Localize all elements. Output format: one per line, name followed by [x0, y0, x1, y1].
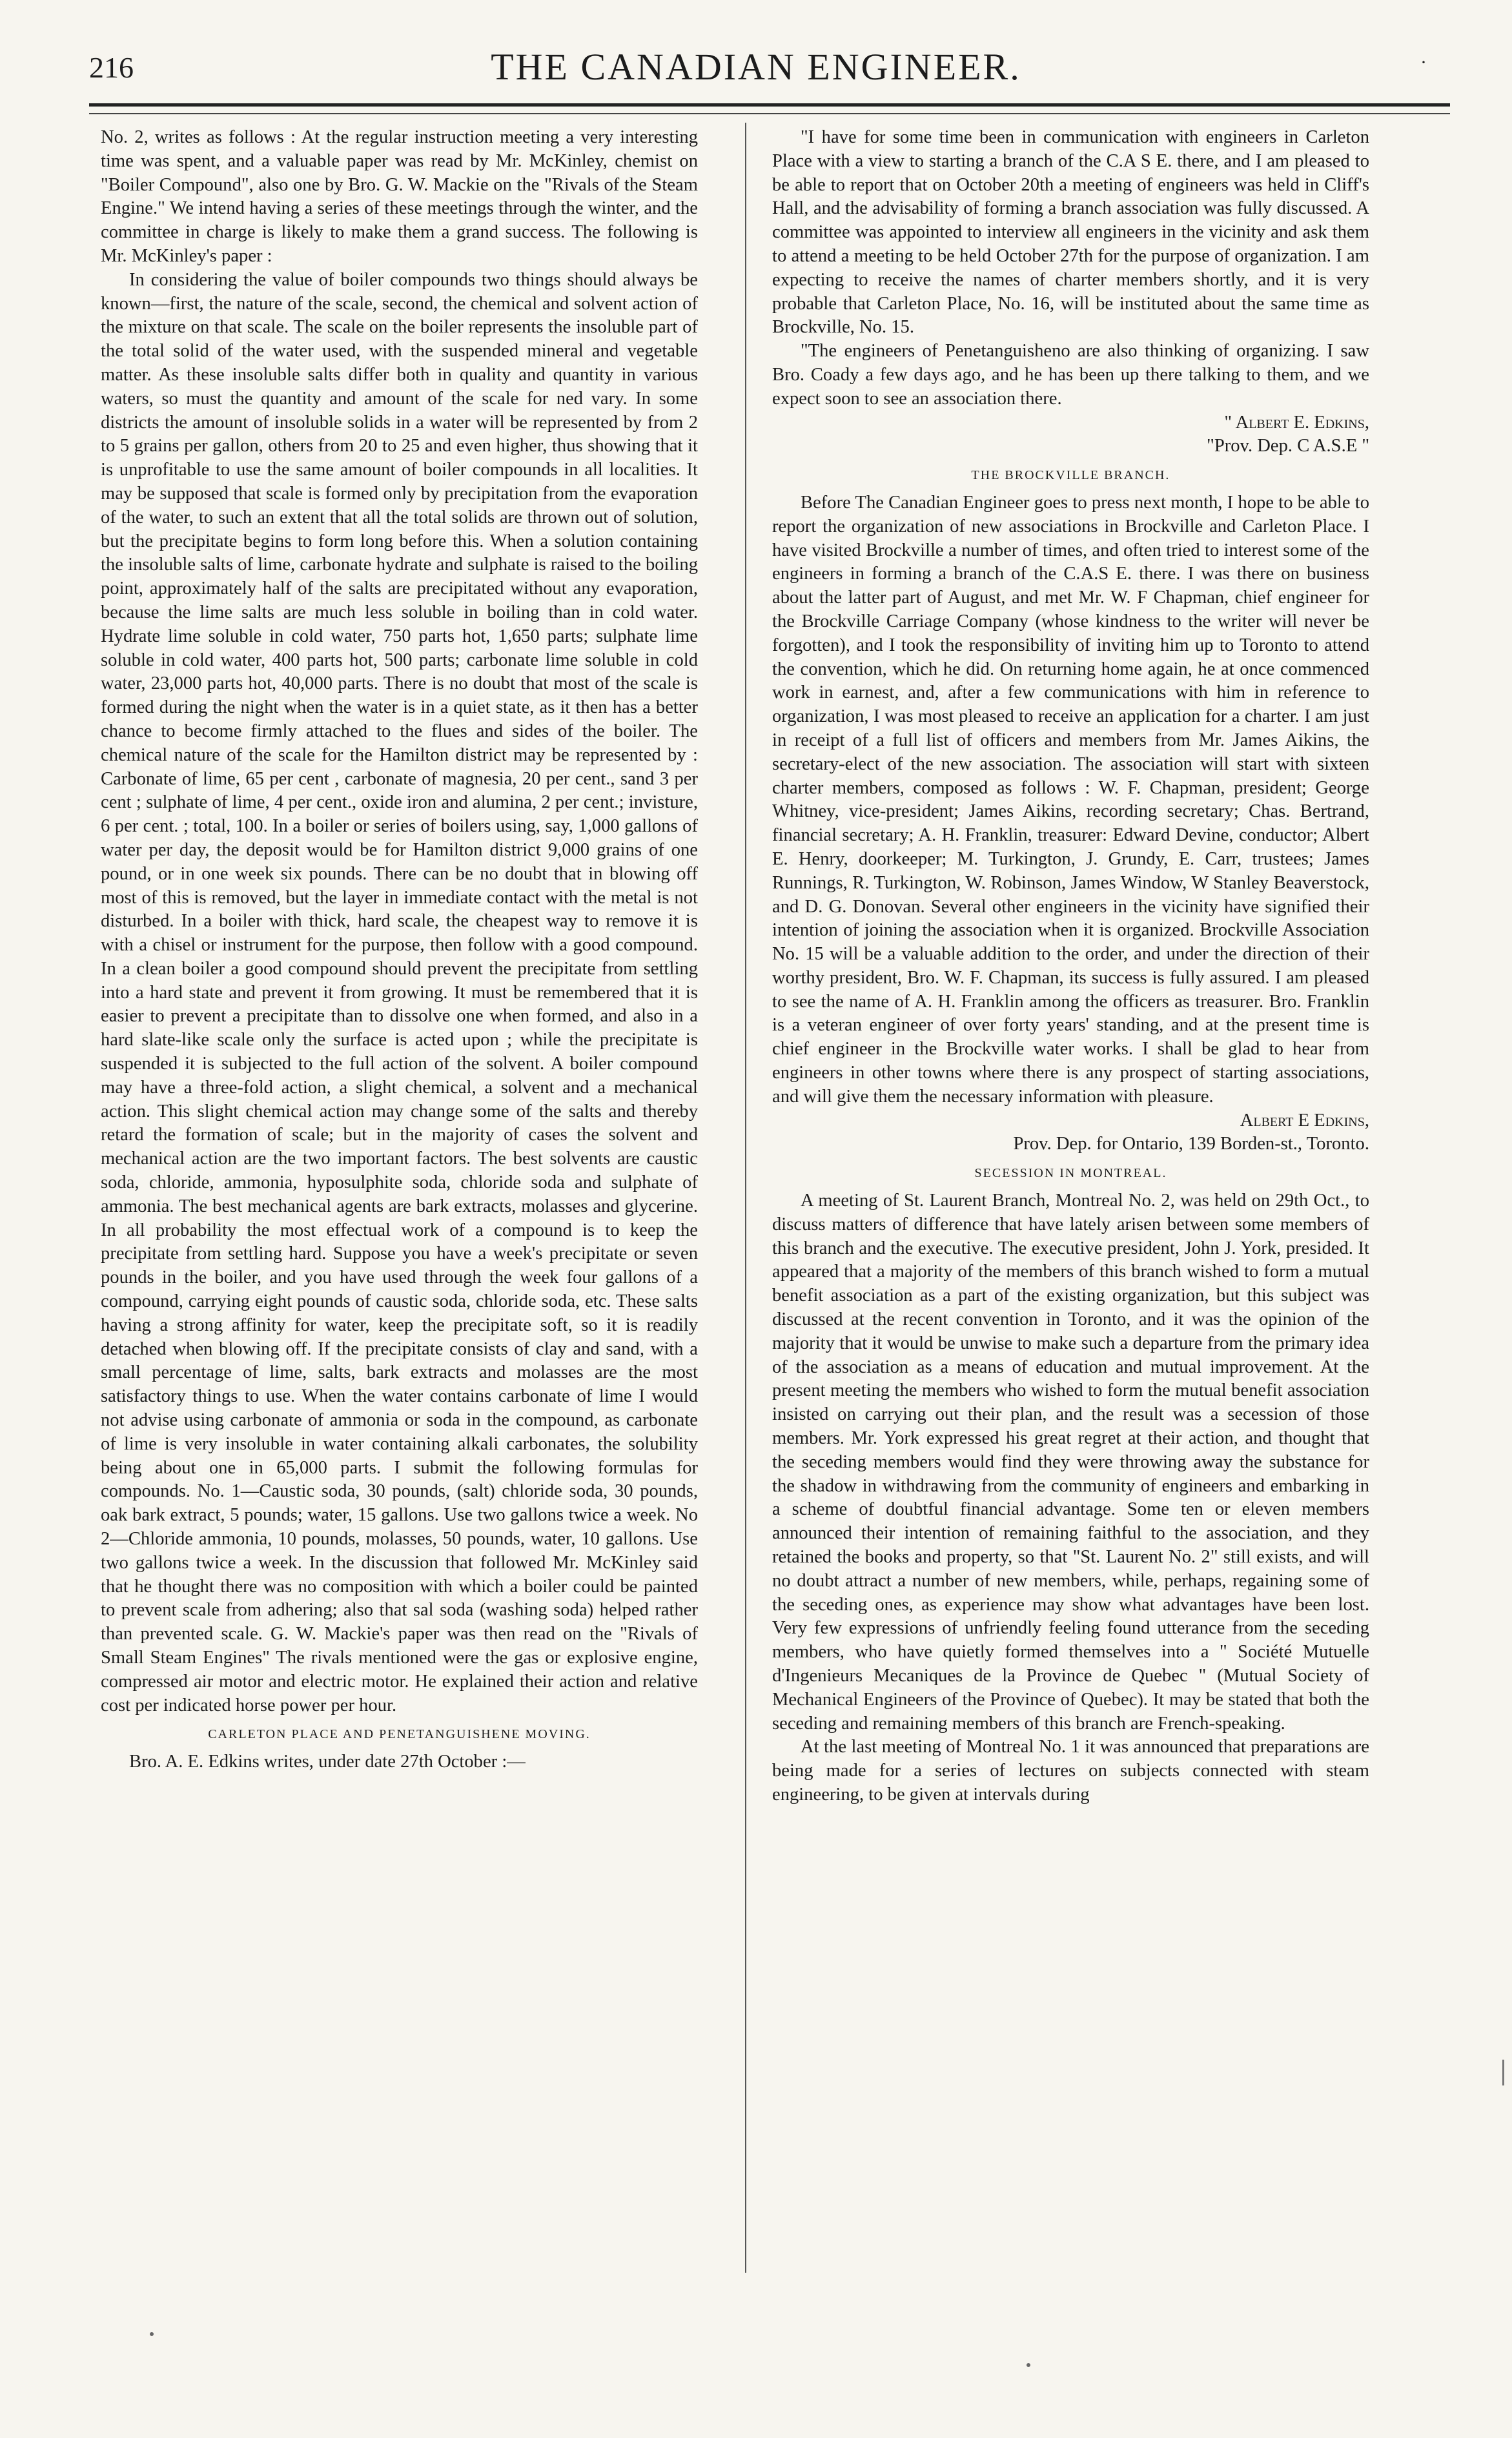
signature-title-1: "Prov. Dep. C A.S.E " — [1207, 436, 1369, 456]
left-paragraph-edkins-writes: Bro. A. E. Edkins writes, under date 27th October :— — [129, 1752, 526, 1772]
right-paragraph-secession: A meeting of St. Laurent Branch, Montreal No. 2, was held on 29th Oct., to discuss matters of difference that have lately arisen between some members of this branch and the executive. The executive president, John J. York, presided. It appeared that a majority of the members of this branch wished to form a mutual benefit association as a part of the existing organization, but this subject was discussed at the recent convention in Toronto, and it was the opinion of the majority that it would be unwise to make such a departure from the primary idea of the association as a means of education and mutual improvement. At the present meeting the members who wished to form the mutual benefit association insisted on carrying out their plan, and the result was a secession of those members. Mr. York expressed his great regret at their action, and thought that the seceding members would find they were throwing away the substance for the shadow in withdrawing from the community of engineers and embarking in a scheme of doubtful financial advantage. Some ten or eleven members announced their intention of remaining faithful to the association, and they retained the books and property, so that "St. Laurent No. 2" still exists, and will no doubt attract a number of new members, while, perhaps, regaining some of the seceding ones, as experience may show what advantages have been lost. Very few expressions of unfriendly feeling found utterance from the seceding members, who have quietly formed themselves into a " Société Mutuelle d'Ingenieurs Mecaniques de la Province de Quebec " (Mutual Society of Mechanical Engineers of the Province of Quebec). It may be stated that both the seceding and remaining members of this branch are French-speaking. — [772, 1191, 1369, 1734]
left-column — [101, 126, 698, 1774]
right-paragraph-brockville: Before The Canadian Engineer goes to press next month, I hope to be able to report the organization of new associations in Brockville and Carleton Place. I have visited Brockville a number of times, and often tried to interest some of the engineers in forming a branch of the C.A.S E. there. I was there on business about the latter part of August, and met Mr. W. F Chapman, chief engineer for the Brockville Carriage Company (whose kindness to the writer will never be forgotten), and I took the responsibility of inviting him up to Toronto to attend the convention, which he did. On returning home again, he at once commenced work in earnest, and, after a few communications with him in reference to organization, I was most pleased to receive an application for a charter. I am just in receipt of a full list of officers and members from Mr. James Aikins, the secretary-elect of the new association. The association will start with sixteen charter members, composed as follows : W. F. Chapman, president; George Whitney, vice-president; James Aikins, recording secretary; Chas. Bertrand, financial secretary; A. H. Franklin, treasurer: Edward Devine, conductor; Albert E. Henry, doorkeeper; M. Turkington, J. Grundy, E. Carr, trustees; James Runnings, R. Turkington, W. Robinson, James Window, W Stanley Beaverstock, and D. G. Donovan. Several other engineers in the vicinity have signified their intention of joining the association when it is organized. Brockville Association No. 15 will be a valuable addition to the order, and under the direction of their worthy president, Bro. W. F. Chapman, its success is fully assured. I am pleased to see the name of A. H. Franklin among the officers as treasurer. Bro. Franklin is a veteran engineer of over forty years' standing, and at the present time is chief engineer in the Brockville water works. I shall be glad to hear from engineers in other towns where there is any prospect of starting associations, and will give them the necessary information with pleasure. — [772, 492, 1369, 1107]
left-paragraph-intro: No. 2, writes as follows : At the regular instruction meeting a very interesting time was spent, and a valuable paper was read by Mr. McKinley, chemist on "Boiler Compound", also one by Bro. G. W. Mackie on the "Rivals of the Steam Engine." We intend having a series of these meetings through the winter, and the committee in charge is likely to make them a grand success. The following is Mr. McKinley's paper : — [101, 127, 698, 266]
page-number: 216 — [89, 51, 134, 84]
right-paragraph-penetanguishene: "The engineers of Penetanguisheno are also thinking of organizing. I saw Bro. Coady a few days ago, and he has been up there talking to them, and we expect soon to see an association there. — [772, 341, 1369, 409]
right-column — [772, 126, 1369, 1807]
heading-brockville-branch: THE BROCKVILLE BRANCH. — [971, 468, 1170, 483]
signature-edkins-1: " Albert E. Edkins, — [1224, 412, 1369, 433]
heading-secession-montreal: SECESSION IN MONTREAL. — [974, 1166, 1167, 1181]
margin-mark — [1502, 2060, 1504, 2085]
paper-speck — [150, 2332, 154, 2336]
header-rule — [89, 103, 1450, 114]
heading-carleton-place: CARLETON PLACE AND PENETANGUISHENE MOVING. — [208, 1727, 591, 1742]
paper-speck — [1027, 2363, 1030, 2367]
left-paragraph-mckinley-paper: In considering the value of boiler compounds two things should always be known—first, the nature of the scale, second, the chemical and solvent action of the mixture on that scale. The scale on the boiler represents the insoluble part of the total solid of the water used, with the suspended mineral and vegetable matter. As these insoluble salts differ both in quality and quantity in various waters, so must the quantity and amount of the scale for ned vary. In some districts the amount of insoluble solids in a water will be represented by from 2 to 5 grains per gallon, others from 20 to 25 and even higher, thus showing that it is unprofitable to use the same amount of boiler compounds in all localities. It may be supposed that scale is formed only by precipitation from the evaporation of the water, to such an extent that all the total solids are thrown out of solution, but the precipitate begins to form long before this. When a solution containing the insoluble salts of lime, carbonate hydrate and sulphate is raised to the boiling point, approximately half of the salts are precipitated without any evaporation, because the lime salts are much less soluble in boiling than in cold water. Hydrate lime soluble in cold water, 750 parts hot, 1,650 parts; sulphate lime soluble in cold water, 400 parts hot, 500 parts; carbonate lime soluble in cold water, 23,000 parts hot, 40,000 parts. There is no doubt that most of the scale is formed during the night when the water is in a quiet state, as it then has a better chance to become firmly attached to the flues and sides of the boiler. The chemical nature of the scale for the Hamilton district may be represented by : Carbonate of lime, 65 per cent , carbonate of magnesia, 20 per cent., sand 3 per cent ; sulphate of lime, 4 per cent., oxide iron and alumina, 2 per cent.; invisture, 6 per cent. ; total, 100. In a boiler or series of boilers using, say, 1,000 gallons of water per day, the deposit would be for Hamilton district 9,000 grains of one pound, or in one week six pounds. There can be no doubt that in blowing off most of this is removed, but the layer in immediate contact with the metal is not disturbed. In a boiler with thick, hard scale, the cheapest way to remove it is with a chisel or instrument for the purpose, then follow with a good compound. In a clean boiler a good compound should prevent the precipitate from settling into a hard state and prevent it from growing. It must be remembered that it is easier to prevent a precipitate than to dissolve one when formed, and also in a hard slate-like scale only the surface is acted upon ; while the precipitate is suspended it is subjected to the full action of the solvent. A boiler compound may have a three-fold action, a slight chemical, a solvent and a mechanical action. This slight chemical action may change some of the salts and thereby retard the formation of scale; but in the majority of cases the solvent and mechanical action are the two important factors. The best solvents are caustic soda, chloride, ammonia, hyposulphite soda, chloride soda and sulphate of ammonia. The best mechanical agents are bark extracts, molasses and glycerine. In all probability the most effectual work of a compound is to keep the precipitate from settling hard. Suppose you have a week's precipitate or seven pounds in the boiler, and you have used through the week four gallons of a compound, carrying eight pounds of caustic soda, chloride soda, etc. These salts having a strong affinity for water, keep the precipitate soft, so it is readily detached when blowing off. If the precipitate consists of clay and sand, with a small percentage of lime, salts, bark extracts and molasses are the most satisfactory things to use. When the water contains carbonate of lime I would not advise using carbonate of ammonia or soda in the compound, as carbonate of lime is very insoluble in water containing alkali carbonates, the solubility being about one in 65,000 parts. I submit the following formulas for compounds. No. 1—Caustic soda, 30 pounds, (salt) chloride soda, 30 pounds, oak bark extract, 5 pounds; water, 15 gallons. Use two gallons twice a week. No 2—Chloride ammonia, 10 pounds, molasses, 50 pounds, water, 10 gallons. Use two gallons twice a week. In the discussion that followed Mr. McKinley said that he thought there was no composition with which a boiler could be painted to prevent scale from adhering; also that sal soda (washing soda) helped rather than prevented scale. G. W. Mackie's paper was then read on the "Rivals of Small Steam Engines" The rivals mentioned were the gas or explosive engine, compressed air motor and electric motor. He explained their action and relative cost per indicated horse power per hour. — [101, 269, 698, 1716]
signature-edkins-2: Albert E Edkins, — [1240, 1110, 1369, 1131]
column-divider — [745, 123, 746, 2273]
right-paragraph-lectures: At the last meeting of Montreal No. 1 it was announced that preparations are being made for a series of lectures on subjects connected with steam engineering, to be given at intervals during — [772, 1737, 1369, 1805]
corner-mark: · — [1420, 52, 1427, 73]
masthead-title: THE CANADIAN ENGINEER. — [491, 46, 1021, 88]
right-paragraph-carleton-letter: "I have for some time been in communication with engineers in Carleton Place with a view to starting a branch of the C.A S E. there, and I am pleased to be able to report that on October 20th a meeting of engineers was held in Cliff's Hall, and the advisability of forming a branch association was fully discussed. A committee was appointed to interview all engineers in the vicinity and ask them to attend a meeting to be held October 27th for the purpose of organization. I am expecting to receive the names of charter members shortly, and it is very probable that Carleton Place, No. 16, will be instituted about the same time as Brockville, No. 15. — [772, 127, 1369, 338]
signature-title-2: Prov. Dep. for Ontario, 139 Borden-st., Toronto. — [1013, 1134, 1369, 1154]
